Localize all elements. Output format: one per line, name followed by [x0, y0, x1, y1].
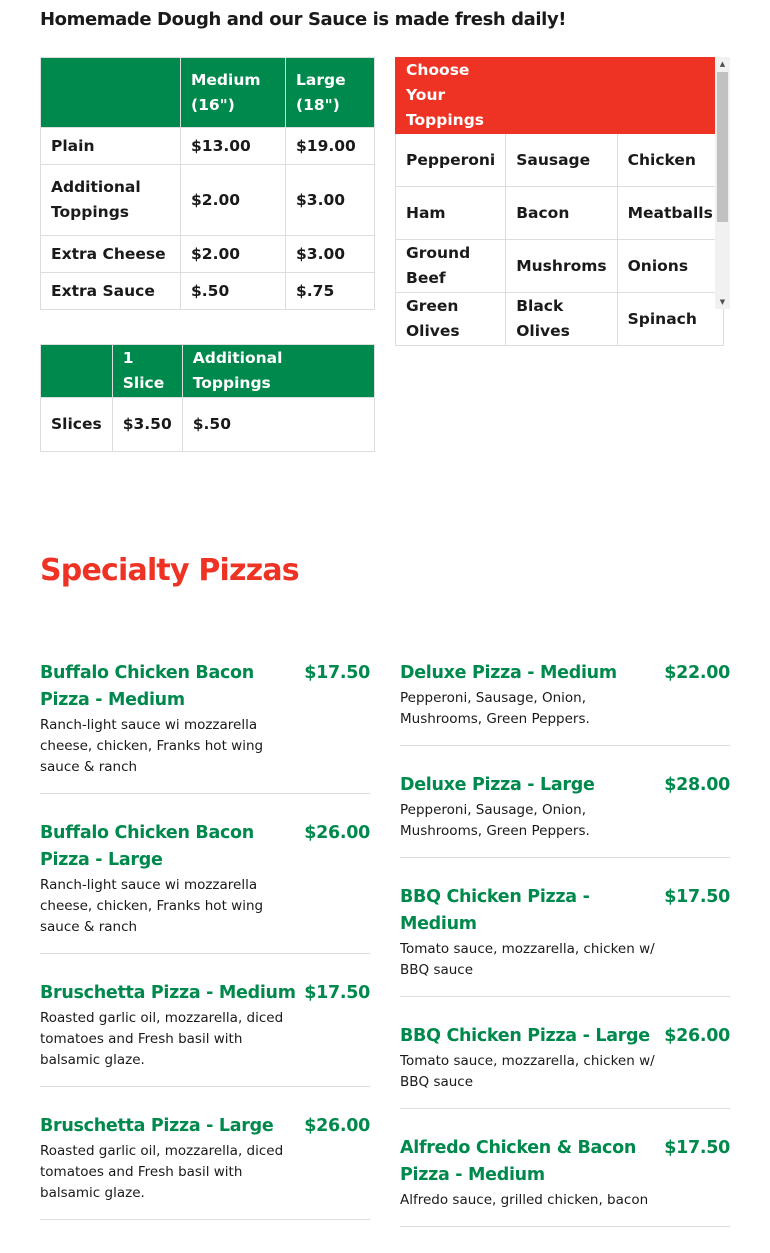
- menu-item-price: $17.50: [664, 1138, 730, 1158]
- menu-item: [400, 1135, 730, 1227]
- table-header-cell: [41, 58, 181, 128]
- table-cell: Meatballs: [617, 187, 723, 240]
- toppings-scroll-box[interactable]: [395, 57, 730, 340]
- table-cell: $.75: [286, 273, 375, 310]
- table-cell: Slices: [41, 398, 113, 452]
- table-row: [396, 134, 724, 187]
- table-cell: $19.00: [286, 128, 375, 165]
- menu-item-name: Deluxe Pizza - Medium: [400, 663, 617, 683]
- table-cell: Ham: [396, 187, 506, 240]
- table-cell: Additional Toppings: [41, 165, 181, 236]
- table-header-cell: Large (18"): [286, 58, 375, 128]
- specialty-list-left: [40, 660, 370, 1246]
- table-row: [41, 128, 375, 165]
- menu-item-description: Ranch-light sauce wi mozzarella cheese, chicken, Franks hot wing sauce & ranch: [40, 717, 264, 775]
- specialty-list-right: [400, 660, 730, 1253]
- menu-item-name: Buffalo Chicken Bacon Pizza - Large: [40, 823, 254, 870]
- menu-item-name: Alfredo Chicken & Bacon Pizza - Medium: [400, 1138, 637, 1185]
- scrollbar-thumb[interactable]: [717, 72, 728, 222]
- menu-item-price: $26.00: [304, 823, 370, 843]
- pizza-price-table: [40, 57, 375, 310]
- table-row: [41, 273, 375, 310]
- table-cell: Ground Beef: [396, 240, 506, 293]
- menu-item-price: $17.50: [304, 983, 370, 1003]
- table-row: [396, 293, 724, 346]
- menu-item-price: $26.00: [664, 1026, 730, 1046]
- table-header-cell: Medium (16"): [181, 58, 286, 128]
- menu-item-name: BBQ Chicken Pizza - Medium: [400, 887, 590, 934]
- table-cell: Mushroms: [506, 240, 617, 293]
- table-cell: $2.00: [181, 236, 286, 273]
- intro-text: Homemade Dough and our Sauce is made fresh daily!: [40, 9, 567, 30]
- menu-item-description: Pepperoni, Sausage, Onion, Mushrooms, Green Peppers.: [400, 802, 590, 839]
- table-header-cell: 1 Slice: [112, 345, 182, 398]
- menu-item: [400, 1023, 730, 1109]
- table-cell: Spinach: [617, 293, 723, 346]
- menu-item: [400, 884, 730, 997]
- table-row: [41, 236, 375, 273]
- menu-item: [40, 660, 370, 794]
- table-header-row: [41, 58, 375, 128]
- table-cell: Bacon: [506, 187, 617, 240]
- scrollbar[interactable]: [715, 57, 730, 309]
- table-cell: Sausage: [506, 134, 617, 187]
- menu-item: [400, 660, 730, 746]
- menu-item-price: $28.00: [664, 775, 730, 795]
- table-cell: Extra Sauce: [41, 273, 181, 310]
- menu-item-description: Ranch-light sauce wi mozzarella cheese, chicken, Franks hot wing sauce & ranch: [40, 877, 264, 935]
- table-cell: $3.50: [112, 398, 182, 452]
- menu-item-name: Bruschetta Pizza - Large: [40, 1116, 274, 1136]
- table-header-cell: [617, 58, 723, 134]
- slice-price-table: [40, 344, 375, 452]
- menu-item-name: Bruschetta Pizza - Medium: [40, 983, 296, 1003]
- table-cell: Extra Cheese: [41, 236, 181, 273]
- menu-item-name: Deluxe Pizza - Large: [400, 775, 595, 795]
- menu-item-description: Roasted garlic oil, mozzarella, diced tomatoes and Fresh basil with balsamic glaze.: [40, 1010, 284, 1068]
- menu-item: [40, 980, 370, 1087]
- triangle-down-icon[interactable]: ▼: [719, 298, 726, 306]
- menu-item-description: Tomato sauce, mozzarella, chicken w/ BBQ sauce: [400, 941, 655, 978]
- table-cell: $.50: [182, 398, 374, 452]
- table-cell: $13.00: [181, 128, 286, 165]
- table-row: [41, 165, 375, 236]
- menu-item-price: $22.00: [664, 663, 730, 683]
- menu-item-description: Alfredo sauce, grilled chicken, bacon: [400, 1192, 649, 1208]
- menu-item: [40, 1113, 370, 1220]
- table-header-row: [41, 345, 375, 398]
- table-cell: $2.00: [181, 165, 286, 236]
- table-header-cell: Choose Your Toppings: [396, 58, 506, 134]
- table-row: [396, 240, 724, 293]
- table-cell: $3.00: [286, 236, 375, 273]
- table-row: [396, 187, 724, 240]
- table-header-cell: [41, 345, 113, 398]
- table-cell: Green Olives: [396, 293, 506, 346]
- menu-item-name: BBQ Chicken Pizza - Large: [400, 1026, 650, 1046]
- menu-item-description: Pepperoni, Sausage, Onion, Mushrooms, Green Peppers.: [400, 690, 590, 727]
- menu-item: [400, 772, 730, 858]
- table-header-cell: [506, 58, 617, 134]
- table-cell: Chicken: [617, 134, 723, 187]
- menu-item-name: Buffalo Chicken Bacon Pizza - Medium: [40, 663, 254, 710]
- menu-item-price: $17.50: [664, 887, 730, 907]
- menu-item: [40, 820, 370, 954]
- table-cell: Black Olives: [506, 293, 617, 346]
- table-cell: Pepperoni: [396, 134, 506, 187]
- table-cell: $.50: [181, 273, 286, 310]
- menu-item-price: $26.00: [304, 1116, 370, 1136]
- table-header-cell: Additional Toppings: [182, 345, 374, 398]
- menu-item-description: Roasted garlic oil, mozzarella, diced tomatoes and Fresh basil with balsamic glaze.: [40, 1143, 284, 1201]
- table-cell: Plain: [41, 128, 181, 165]
- table-cell: $3.00: [286, 165, 375, 236]
- menu-item-description: Tomato sauce, mozzarella, chicken w/ BBQ sauce: [400, 1053, 655, 1090]
- table-row: [41, 398, 375, 452]
- table-cell: Onions: [617, 240, 723, 293]
- toppings-table: [395, 57, 724, 346]
- triangle-up-icon[interactable]: ▲: [719, 60, 726, 68]
- menu-item-price: $17.50: [304, 663, 370, 683]
- section-title: Specialty Pizzas: [40, 553, 299, 588]
- table-header-row: [396, 58, 724, 134]
